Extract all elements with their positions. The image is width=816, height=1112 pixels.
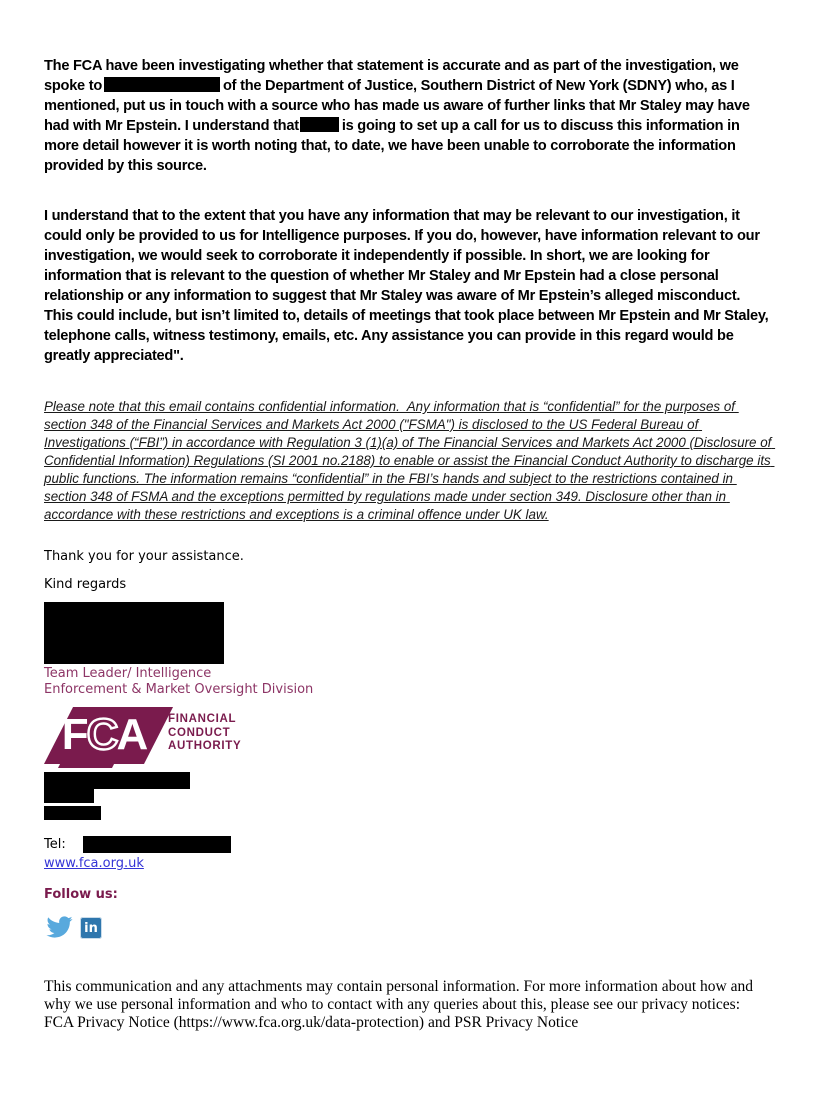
signature-title: Team Leader/ Intelligence <box>44 666 212 681</box>
redacted-signature-block <box>44 602 224 664</box>
confidentiality-notice: Please note that this email contains confidential information. Any information that is “confidential” for the purposes of section 348 of the Financial Services and Markets Act 2000 ("FSMA") is disclosed to the US Federal Bureau of Investigations (“FBI”) in accordance with Regulation 3 (1)(a) of The Financial Services and Markets Act 2000 (Disclosure of Confidential Information) Regulations (SI 2001 no.2188) to enable or assist the Financial Conduct Authority to discharge its public functions. The information remains “confidential” in the FBI’s hands and subject to the restrictions contained in section 348 of FSMA and the exceptions permitted by regulations made under section 349. Disclosure other than in accordance with these restrictions and exceptions is a criminal offence under UK law. <box>44 399 776 522</box>
fca-logo-parallelogram <box>44 707 147 764</box>
redacted-phone-number <box>83 836 231 853</box>
fca-wordmark-line3: AUTHORITY <box>168 740 242 752</box>
para1-text-2: of the Department of Justice, Southern District of New York (SDNY) who, as I mentioned, put us in touch with a source who has made us aware of further links that Mr Staley may have had with Mr Epstein. I understand that <box>44 78 750 134</box>
email-document <box>0 56 816 1112</box>
fca-website-link[interactable]: www.fca.org.uk <box>44 856 144 871</box>
linkedin-label: in <box>84 920 98 936</box>
signoff-line: Kind regards <box>44 577 127 592</box>
paragraph-information-request: I understand that to the extent that you have any information that may be relevant to our investigation, it could only be provided to us for Intelligence purposes. If you do, however, have information relevant to our investigation, we would seek to corroborate it independently if possible. In short, we are looking for information that is relevant to the question of whether Mr Staley and Mr Epstein had a close personal relationship or any information to suggest that Mr Staley was aware of Mr Epstein’s alleged misconduct. This could include, but isn’t limited to, details of meetings that took place between Mr Epstein and Mr Staley, telephone calls, witness testimony, emails, etc. Any assistance you can provide in this regard would be greatly appreciated". <box>44 208 769 364</box>
paragraph-investigation <box>44 56 772 176</box>
social-icons <box>44 914 772 940</box>
fca-letter-f: F <box>61 710 87 759</box>
fca-letter-a: A <box>116 710 147 759</box>
redacted-address-line-1 <box>44 772 190 789</box>
twitter-icon[interactable] <box>44 914 75 940</box>
linkedin-icon[interactable] <box>80 917 102 939</box>
telephone-row <box>44 836 772 853</box>
fca-logo <box>44 707 304 769</box>
redacted-doj-contact-name <box>104 77 220 92</box>
tel-label: Tel: <box>44 837 66 852</box>
para1-text-3: is going to set up a call for us to discuss this information in more detail however it is worth noting that, to date, we have been unable to corroborate the information provided by this source. <box>44 118 740 174</box>
redacted-address-line-3 <box>44 806 101 820</box>
fca-wordmark-line2: CONDUCT <box>168 726 231 739</box>
fca-letter-c: C <box>86 710 117 759</box>
fca-wordmark <box>168 713 241 754</box>
redacted-address-line-2 <box>44 789 94 803</box>
fca-logo-underbar <box>58 764 114 768</box>
follow-us-label: Follow us: <box>44 887 118 902</box>
signature-division: Enforcement & Market Oversight Division <box>44 682 314 697</box>
thanks-line: Thank you for your assistance. <box>44 549 244 564</box>
redacted-person-name <box>300 117 339 132</box>
fca-logo-letters <box>48 710 160 760</box>
fca-wordmark-line1: FINANCIAL <box>168 713 237 725</box>
para1-text-1: The FCA have been investigating whether that statement is accurate and as part of the investigation, we spoke to <box>44 58 739 94</box>
privacy-footer: This communication and any attachments may contain personal information. For more information about how and why we use personal information and who to contact with any queries about this, please see our privacy notices: FCA Privacy Notice (https://www.fca.org.uk/data-protection) and PSR Privacy Notice <box>44 978 753 1031</box>
